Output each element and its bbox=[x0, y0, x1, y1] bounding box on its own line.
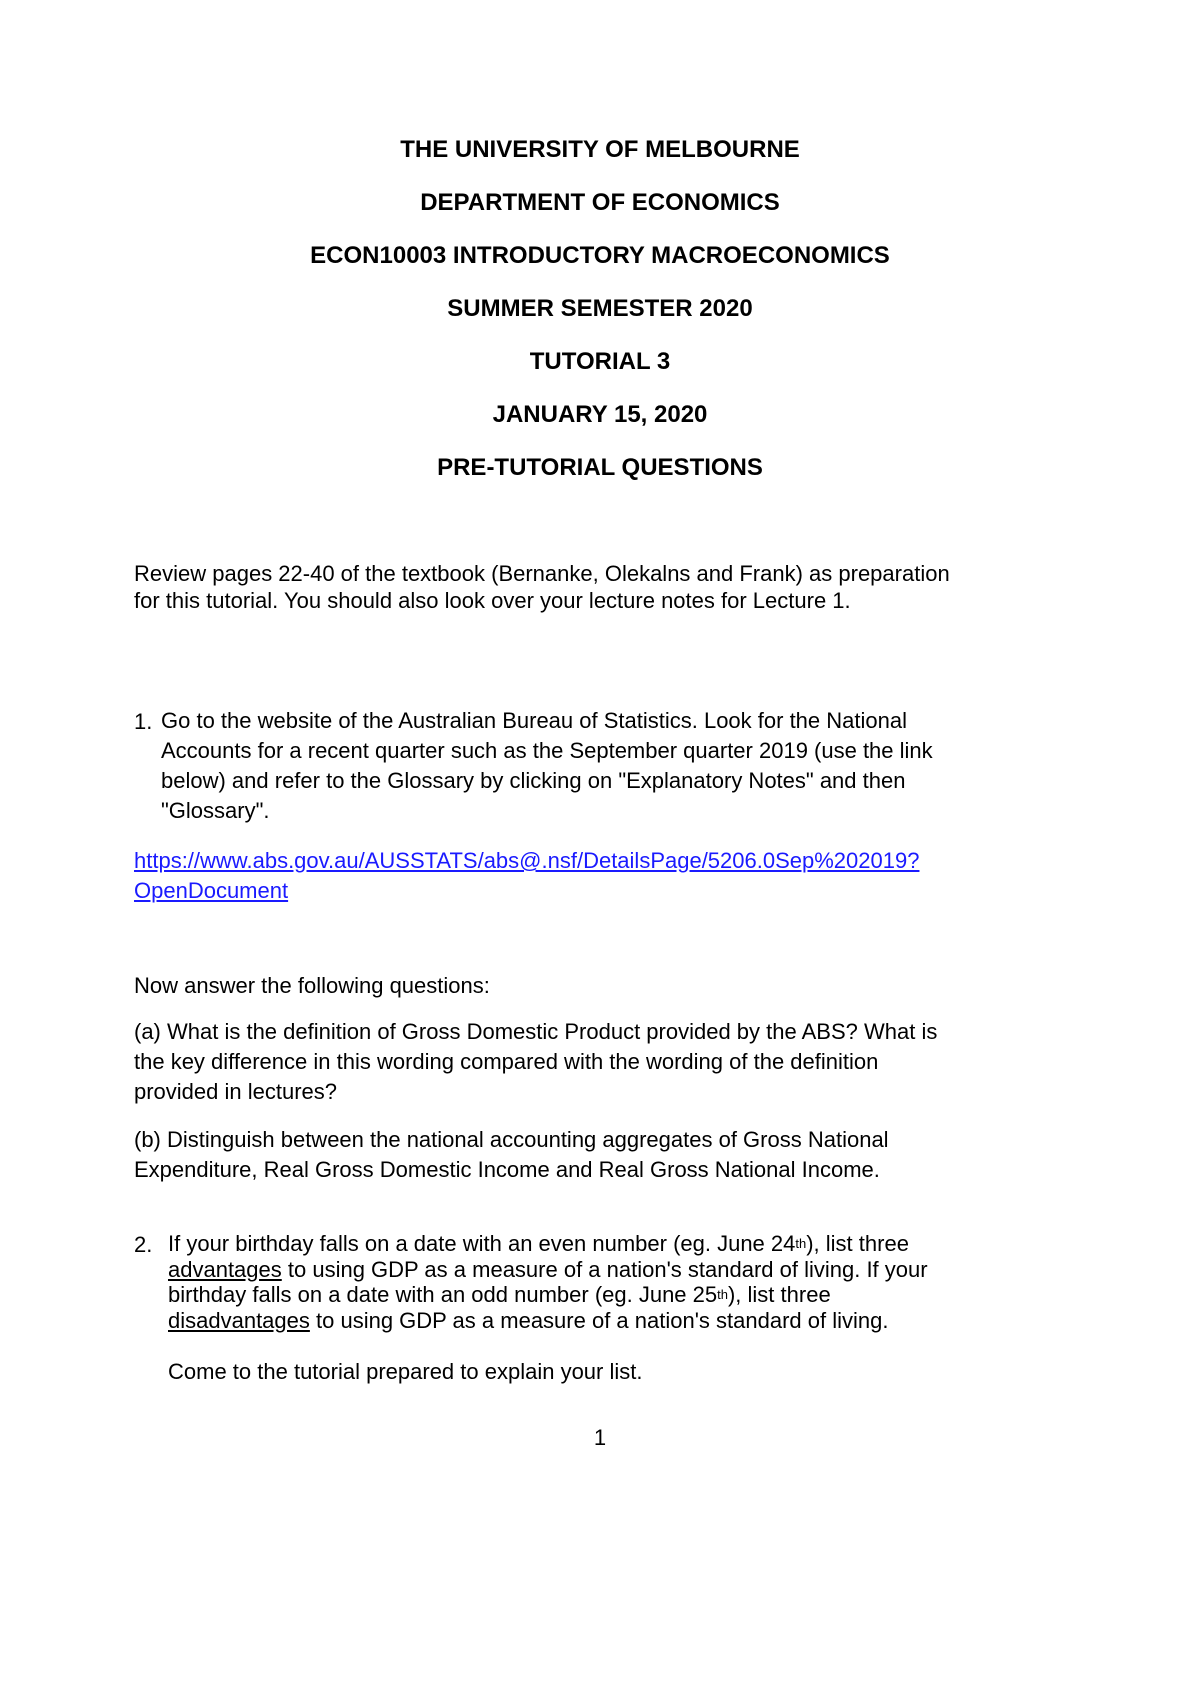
disadvantages-emphasis: disadvantages bbox=[168, 1307, 310, 1333]
question-1-line: below) and refer to the Glossary by clicking on "Explanatory Notes" and then bbox=[161, 768, 906, 793]
question-2-text-span: If your birthday falls on a date with an even number (eg. June 24 bbox=[168, 1231, 796, 1256]
question-2-text-span: to using GDP as a measure of a nation's standard of living. If your bbox=[281, 1256, 928, 1282]
intro-paragraph bbox=[134, 558, 950, 617]
question-1a bbox=[134, 1017, 937, 1107]
question-2-text-span: to using GDP as a measure of a nation's standard of living. bbox=[309, 1307, 889, 1333]
date-heading: JANUARY 15, 2020 bbox=[492, 401, 708, 428]
abs-link-line[interactable]: OpenDocument bbox=[134, 878, 289, 903]
semester-heading: SUMMER SEMESTER 2020 bbox=[447, 295, 753, 322]
question-2-text-span: birthday falls on a date with an odd number (eg. June 25 bbox=[168, 1282, 718, 1307]
question-1a-line: provided in lectures? bbox=[134, 1079, 338, 1104]
question-2-line bbox=[168, 1257, 928, 1283]
question-2-closing: Come to the tutorial prepared to explain your list. bbox=[168, 1359, 643, 1384]
tutorial-heading: TUTORIAL 3 bbox=[529, 348, 671, 375]
question-1-text bbox=[161, 706, 933, 826]
question-1-line: Go to the website of the Australian Bureau of Statistics. Look for the National bbox=[161, 708, 907, 733]
question-2-text-span: ), list three bbox=[806, 1231, 909, 1256]
ordinal-suffix: th bbox=[717, 1287, 728, 1302]
question-2-text-span: ), list three bbox=[727, 1282, 831, 1307]
advantages-emphasis: advantages bbox=[168, 1256, 282, 1282]
question-1a-line: (a) What is the definition of Gross Domestic Product provided by the ABS? What is bbox=[134, 1019, 938, 1044]
course-heading: ECON10003 INTRODUCTORY MACROECONOMICS bbox=[310, 242, 890, 269]
questions-prompt: Now answer the following questions: bbox=[134, 973, 490, 998]
question-1b-line: (b) Distinguish between the national accounting aggregates of Gross National bbox=[134, 1127, 889, 1152]
question-1a-line: the key difference in this wording compared with the wording of the definition bbox=[134, 1049, 879, 1074]
question-2-number: 2. bbox=[134, 1232, 153, 1257]
intro-line: for this tutorial. You should also look over your lecture notes for Lecture 1. bbox=[134, 588, 851, 613]
section-heading: PRE-TUTORIAL QUESTIONS bbox=[437, 454, 763, 481]
question-1-line: Accounts for a recent quarter such as the September quarter 2019 (use the link bbox=[161, 738, 933, 763]
ordinal-suffix: th bbox=[795, 1236, 807, 1251]
university-heading: THE UNIVERSITY OF MELBOURNE bbox=[400, 136, 800, 163]
abs-link[interactable] bbox=[134, 846, 919, 906]
question-1-line: "Glossary". bbox=[161, 798, 270, 823]
abs-link-line[interactable]: https://www.abs.gov.au/AUSSTATS/abs@.nsf/DetailsPage/5206.0Sep%202019? bbox=[134, 848, 920, 873]
question-2-line bbox=[168, 1282, 928, 1308]
question-1b-line: Expenditure, Real Gross Domestic Income and Real Gross National Income. bbox=[134, 1157, 880, 1182]
intro-line: Review pages 22-40 of the textbook (Bernanke, Olekalns and Frank) as preparation bbox=[134, 561, 950, 586]
question-2-line bbox=[168, 1308, 928, 1334]
question-1b bbox=[134, 1125, 889, 1185]
department-heading: DEPARTMENT OF ECONOMICS bbox=[420, 189, 780, 216]
question-2-text bbox=[168, 1231, 928, 1333]
question-1-number: 1. bbox=[134, 709, 153, 734]
question-2-line bbox=[168, 1231, 928, 1257]
page-number: 1 bbox=[593, 1425, 607, 1450]
